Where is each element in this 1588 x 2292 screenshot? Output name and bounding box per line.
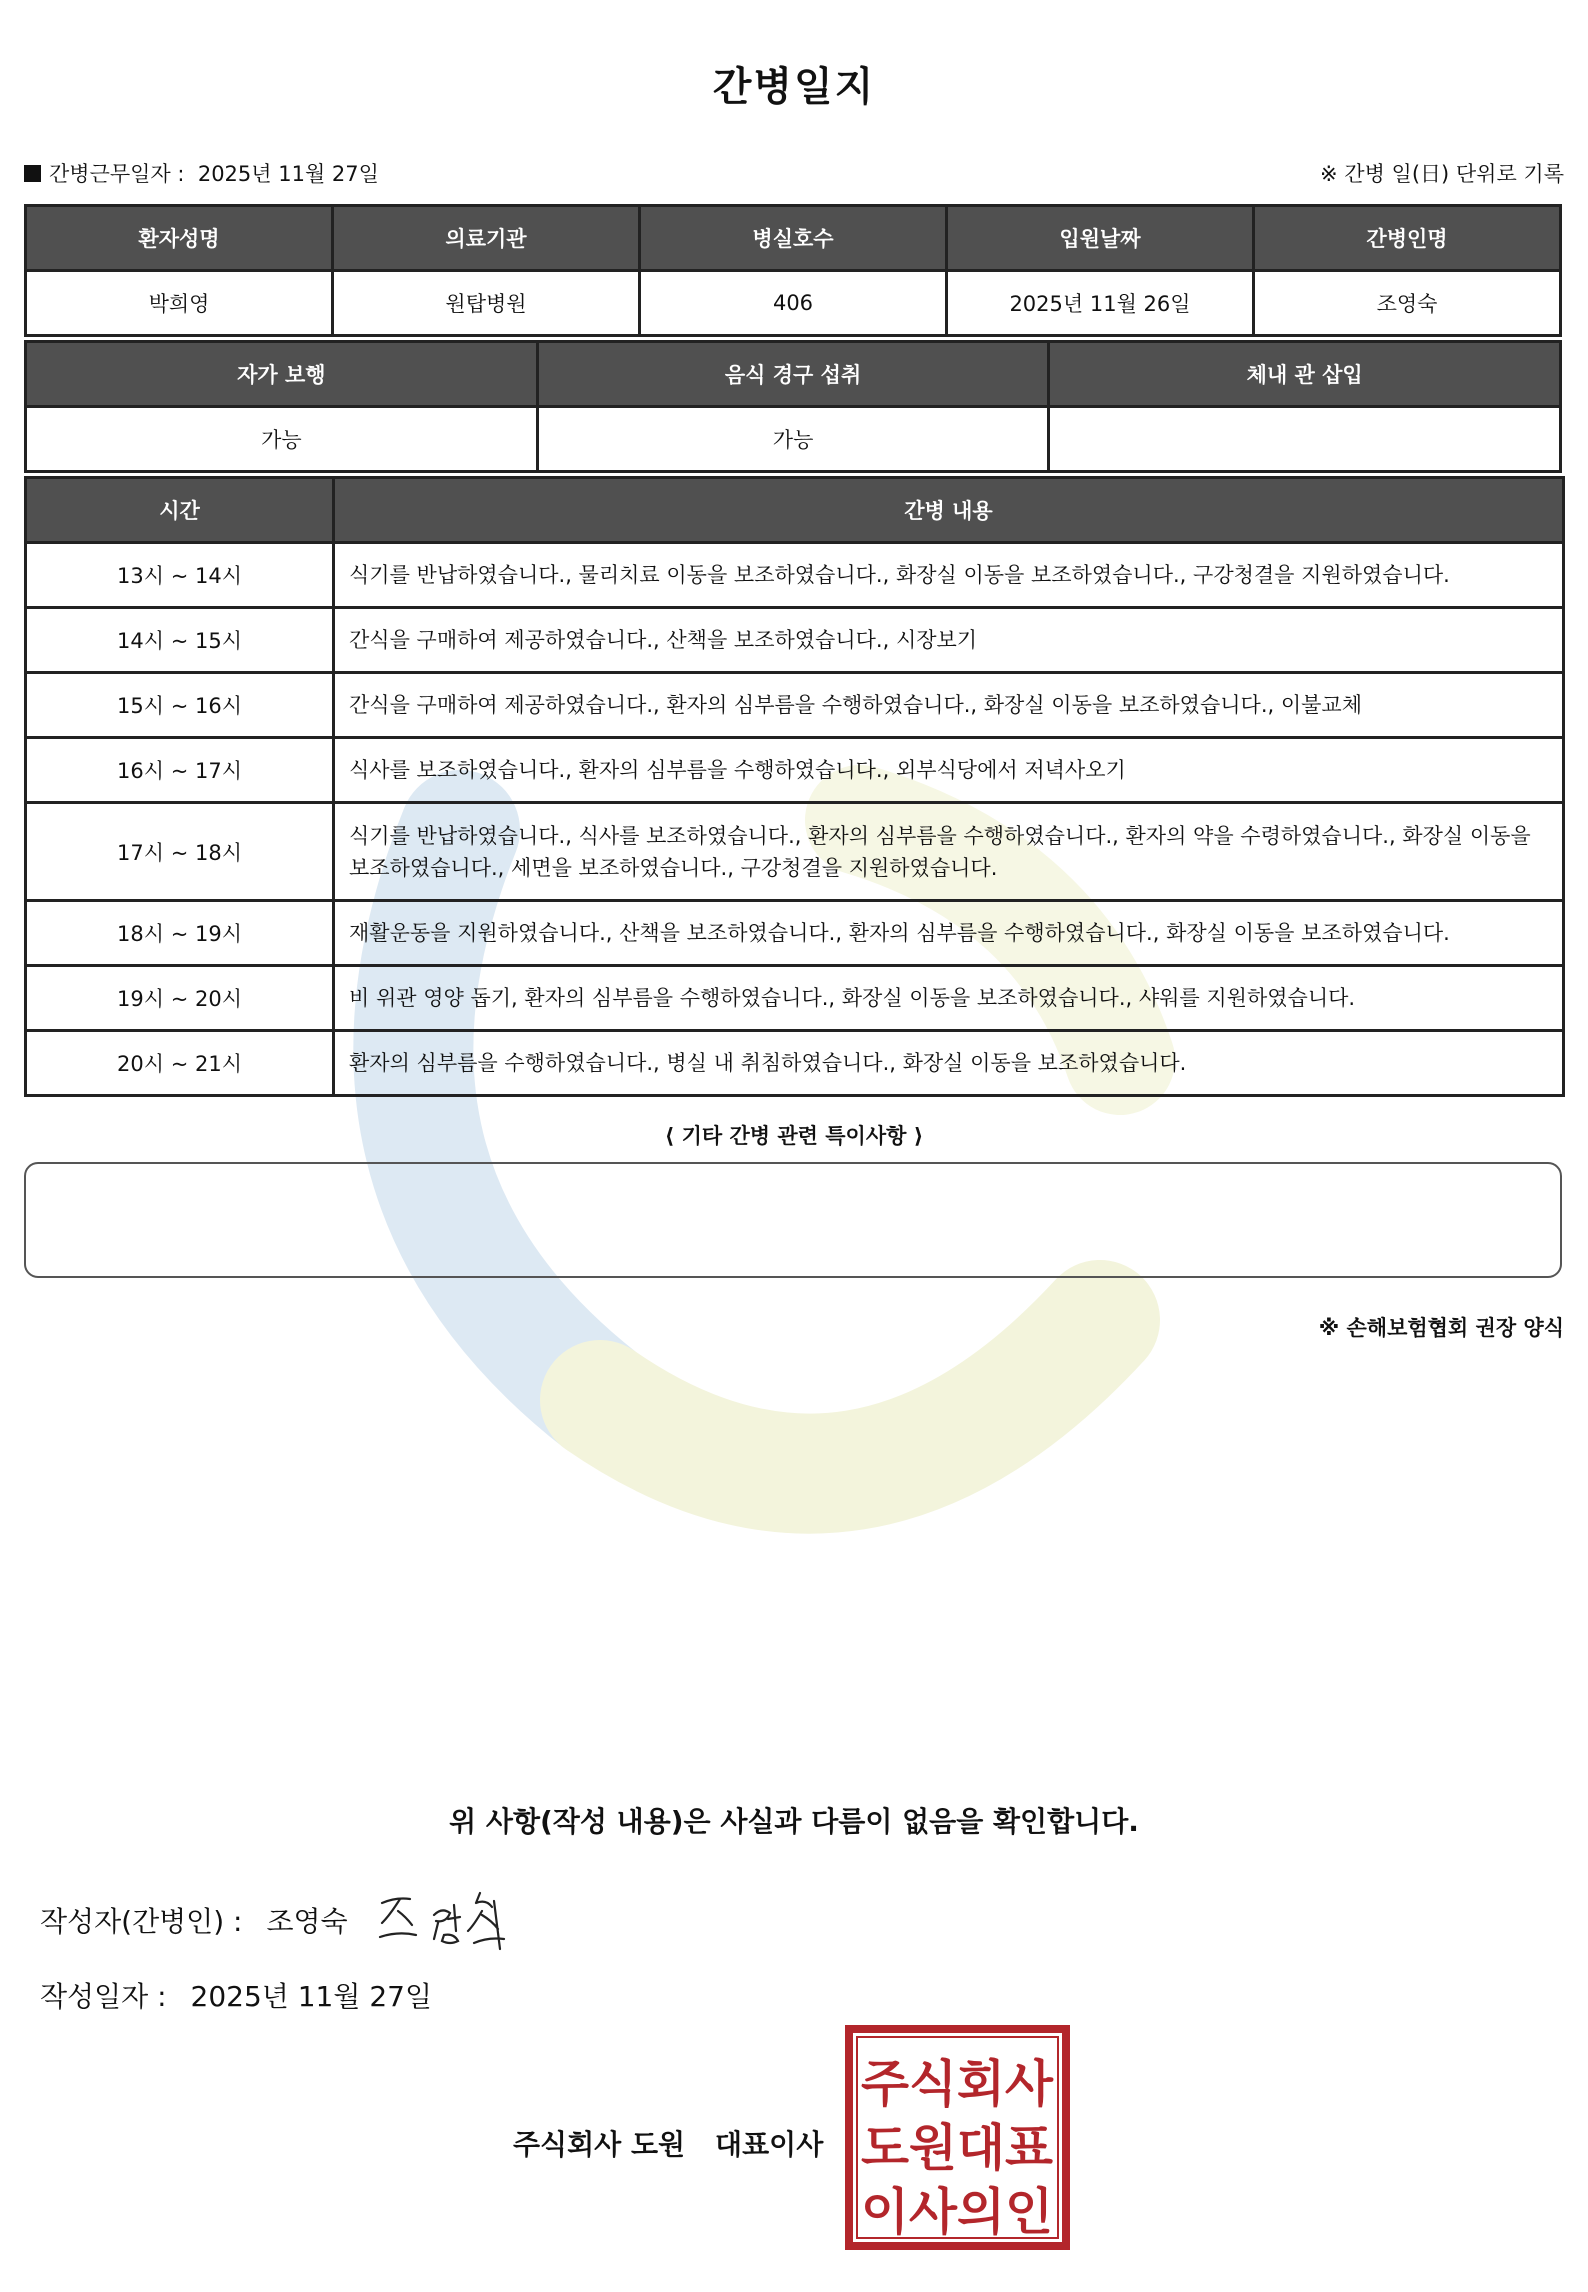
time-cell: 18시 ~ 19시 [26, 901, 334, 966]
written-date-value: 2025년 11월 27일 [190, 1980, 432, 2013]
work-date [24, 158, 379, 188]
hospital-name: 원탑병원 [333, 271, 640, 336]
content-cell: 식기를 반납하였습니다., 식사를 보조하였습니다., 환자의 심부름을 수행하였습니다., 환자의 약을 수령하였습니다., 화장실 이동을 보조하였습니다., 세면을 보조하였습니다., 구강청결을 지원하였습니다. [334, 803, 1564, 901]
confirmation-statement: 위 사항(작성 내용)은 사실과 다름이 없음을 확인합니다. [449, 1805, 1139, 1838]
writer-line [40, 1900, 348, 1940]
remarks-title: ⟨ 기타 간병 관련 특이사항 ⟩ [664, 1124, 924, 1148]
self-walking-value: 가능 [26, 407, 538, 472]
form-note: ※ 손해보험협회 권장 양식 [1318, 1316, 1564, 1340]
writer-name: 조영숙 [266, 1905, 348, 1938]
written-date-label: 작성일자 : [40, 1980, 167, 2013]
svg-text:이사의인: 이사의인 [861, 2183, 1053, 2241]
content-cell: 재활운동을 지원하였습니다., 산책을 보조하였습니다., 환자의 심부름을 수행하였습니다., 화장실 이동을 보조하였습니다. [334, 901, 1564, 966]
table-row [26, 901, 1564, 966]
header-room-number: 병실호수 [640, 206, 947, 271]
content-cell: 식사를 보조하였습니다., 환자의 심부름을 수행하였습니다., 외부식당에서 저녁사오기 [334, 738, 1564, 803]
document-title: 간병일지 [712, 64, 876, 110]
admission-date: 2025년 11월 26일 [947, 271, 1254, 336]
content-cell: 간식을 구매하여 제공하였습니다., 산책을 보조하였습니다., 시장보기 [334, 608, 1564, 673]
company-seal-stamp [845, 2025, 1070, 2250]
company-line [513, 2123, 823, 2163]
table-row [26, 543, 1564, 608]
company-name: 주식회사 도원 [513, 2128, 686, 2161]
representative-title: 대표이사 [715, 2128, 824, 2161]
header-caregiver-name: 간병인명 [1254, 206, 1561, 271]
time-cell: 13시 ~ 14시 [26, 543, 334, 608]
patient-info-table [24, 204, 1562, 337]
tube-insertion-value [1049, 407, 1561, 472]
time-cell: 20시 ~ 21시 [26, 1031, 334, 1096]
square-bullet-icon [24, 165, 41, 182]
written-date-line [40, 1975, 432, 2015]
header-oral-intake: 음식 경구 섭취 [537, 342, 1049, 407]
table-row [26, 966, 1564, 1031]
handwritten-signature [376, 1885, 526, 1960]
svg-text:도원대표: 도원대표 [861, 2119, 1054, 2177]
writer-label: 작성자(간병인) : [40, 1905, 243, 1938]
svg-text:주식회사: 주식회사 [861, 2055, 1054, 2113]
table-row [26, 1031, 1564, 1096]
time-cell: 15시 ~ 16시 [26, 673, 334, 738]
time-cell: 14시 ~ 15시 [26, 608, 334, 673]
table-row [26, 738, 1564, 803]
patient-name: 박희영 [26, 271, 333, 336]
work-date-label: 간병근무일자 : [49, 162, 185, 186]
header-time: 시간 [26, 478, 334, 543]
table-row [26, 673, 1564, 738]
care-log-table [24, 476, 1565, 1097]
room-number: 406 [640, 271, 947, 336]
work-date-value: 2025년 11월 27일 [197, 162, 379, 186]
table-row [26, 608, 1564, 673]
header-hospital: 의료기관 [333, 206, 640, 271]
table-row [26, 803, 1564, 901]
unit-note: ※ 간병 일(日) 단위로 기록 [1320, 162, 1564, 186]
remarks-box [24, 1162, 1562, 1278]
time-cell: 17시 ~ 18시 [26, 803, 334, 901]
content-cell: 간식을 구매하여 제공하였습니다., 환자의 심부름을 수행하였습니다., 화장실 이동을 보조하였습니다., 이불교체 [334, 673, 1564, 738]
content-cell: 식기를 반납하였습니다., 물리치료 이동을 보조하였습니다., 화장실 이동을 보조하였습니다., 구강청결을 지원하였습니다. [334, 543, 1564, 608]
content-cell: 환자의 심부름을 수행하였습니다., 병실 내 취침하였습니다., 화장실 이동을 보조하였습니다. [334, 1031, 1564, 1096]
caregiver-name: 조영숙 [1254, 271, 1561, 336]
header-patient-name: 환자성명 [26, 206, 333, 271]
patient-status-table [24, 340, 1562, 473]
oral-intake-value: 가능 [537, 407, 1049, 472]
header-care-content: 간병 내용 [334, 478, 1564, 543]
content-cell: 비 위관 영양 돕기, 환자의 심부름을 수행하였습니다., 화장실 이동을 보조하였습니다., 샤워를 지원하였습니다. [334, 966, 1564, 1031]
time-cell: 16시 ~ 17시 [26, 738, 334, 803]
header-self-walking: 자가 보행 [26, 342, 538, 407]
time-cell: 19시 ~ 20시 [26, 966, 334, 1031]
header-admission-date: 입원날짜 [947, 206, 1254, 271]
header-tube-insertion: 체내 관 삽입 [1049, 342, 1561, 407]
